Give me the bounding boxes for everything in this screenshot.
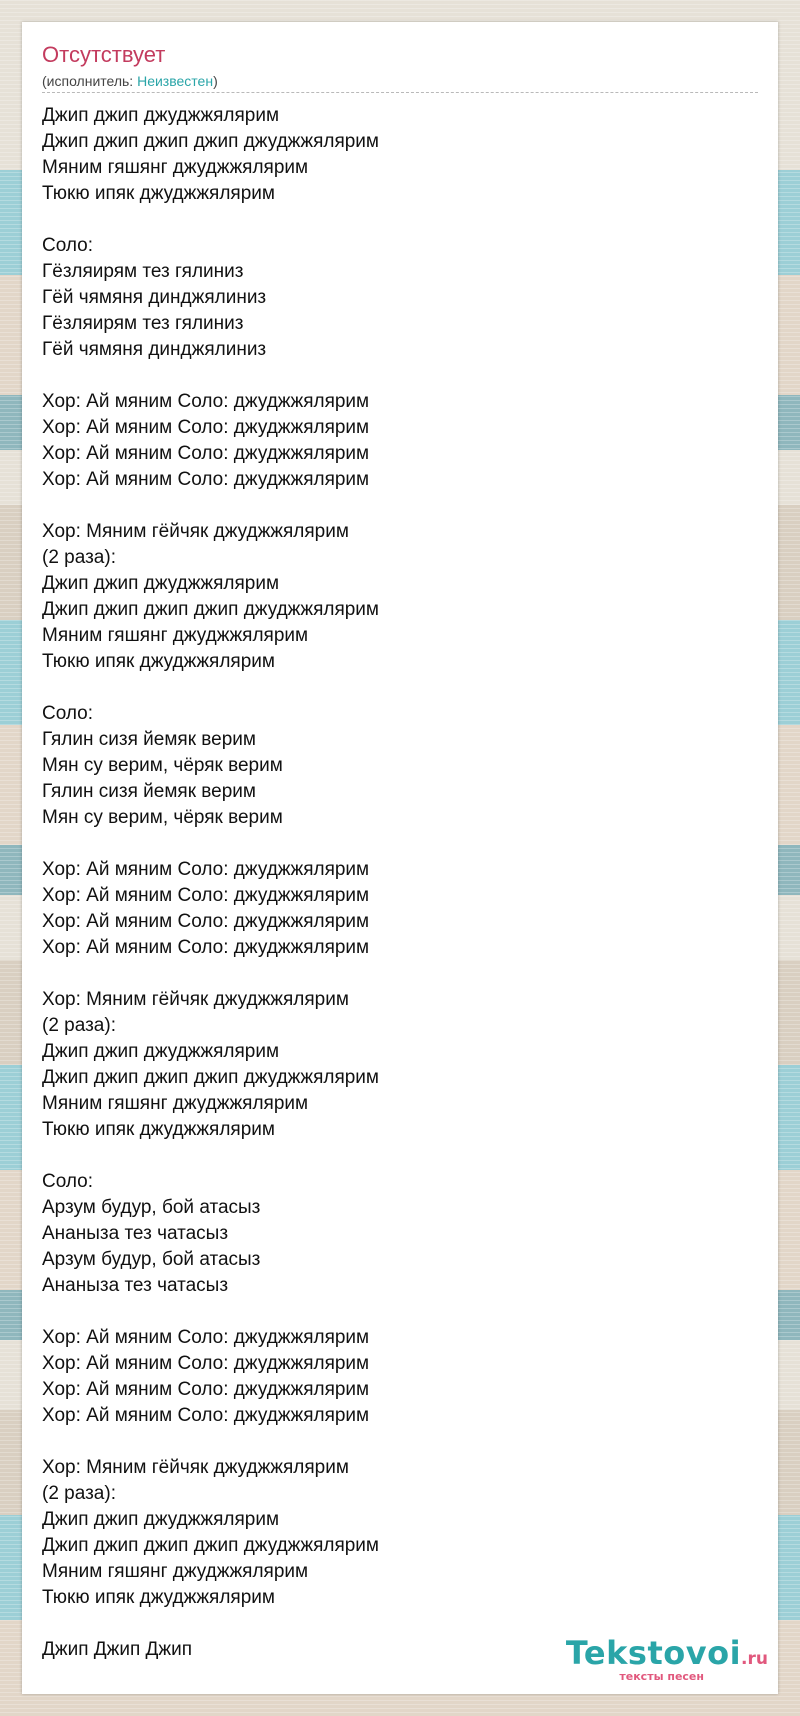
lyric-line: Гёзляирям тез гялиниз — [42, 313, 244, 334]
song-title: Отсутствует — [42, 42, 166, 67]
lyric-line: Хор: Мяним гёйчяк джуджжялярим — [42, 521, 349, 542]
lyric-line — [42, 1429, 379, 1455]
lyric-line: Джип Джип Джип — [42, 1639, 192, 1660]
lyric-line: Хор: Ай мяним Соло: джуджжялярим — [42, 469, 370, 490]
title-divider — [42, 92, 758, 93]
site-logo[interactable] — [565, 1634, 768, 1683]
logo-tagline: тексты песен — [619, 1670, 704, 1683]
artist-link[interactable]: Неизвестен — [137, 73, 214, 89]
lyric-line: Хор: Мяним гёйчяк джуджжялярим — [42, 989, 349, 1010]
lyric-line — [42, 363, 379, 389]
lyric-line: Джип джип джуджжялярим — [42, 1509, 280, 1530]
artist-prefix: (исполнитель: — [42, 73, 138, 89]
lyric-line: Тюкю ипяк джуджжялярим — [42, 1119, 275, 1140]
lyric-line: Тюкю ипяк джуджжялярим — [42, 1587, 275, 1608]
lyric-line: Арзум будур, бой атасыз — [42, 1197, 261, 1218]
lyric-line: Соло: — [42, 235, 94, 256]
lyric-line: Тюкю ипяк джуджжялярим — [42, 183, 275, 204]
lyrics-card — [22, 22, 778, 1694]
lyric-line: Хор: Ай мяним Соло: джуджжялярим — [42, 1327, 370, 1348]
lyric-line: Джип джип джуджжялярим — [42, 573, 280, 594]
lyric-line: Мян су верим, чёряк верим — [42, 807, 283, 828]
lyric-line: Хор: Ай мяним Соло: джуджжялярим — [42, 1353, 370, 1374]
lyric-line: Хор: Ай мяним Соло: джуджжялярим — [42, 937, 370, 958]
lyric-line: Ананыза тез чатасыз — [42, 1275, 229, 1296]
logo-main-text: Tekstovoi — [565, 1634, 742, 1672]
lyric-line: Гялин сизя йемяк верим — [42, 781, 256, 802]
logo-tld: .ru — [741, 1649, 768, 1669]
lyric-line: Мяним гяшянг джуджжялярим — [42, 157, 309, 178]
lyric-line: Хор: Ай мяним Соло: джуджжялярим — [42, 443, 370, 464]
lyric-line — [42, 961, 379, 987]
lyric-line: Тюкю ипяк джуджжялярим — [42, 651, 275, 672]
lyric-line — [42, 675, 379, 701]
lyric-line: Джип джип джуджжялярим — [42, 105, 280, 126]
lyric-line: Мяним гяшянг джуджжялярим — [42, 1561, 309, 1582]
lyric-line — [42, 207, 379, 233]
lyric-line: Хор: Ай мяним Соло: джуджжялярим — [42, 911, 370, 932]
lyric-line: Хор: Ай мяним Соло: джуджжялярим — [42, 885, 370, 906]
lyric-line — [42, 1143, 379, 1169]
lyric-line: Гёй чямяня динджялиниз — [42, 287, 267, 308]
lyric-line — [42, 831, 379, 857]
lyric-line — [42, 493, 379, 519]
lyric-line: Хор: Ай мяним Соло: джуджжялярим — [42, 1405, 370, 1426]
lyric-line — [42, 1299, 379, 1325]
lyric-line: Мян су верим, чёряк верим — [42, 755, 283, 776]
lyric-line: Джип джип джип джип джуджжялярим — [42, 1535, 379, 1556]
lyric-line: Хор: Ай мяним Соло: джуджжялярим — [42, 1379, 370, 1400]
lyric-line: Джип джип джип джип джуджжялярим — [42, 1067, 379, 1088]
lyric-line: Гёзляирям тез гялиниз — [42, 261, 244, 282]
lyric-line: Хор: Ай мяним Соло: джуджжялярим — [42, 391, 370, 412]
lyric-line: Джип джип джип джип джуджжялярим — [42, 131, 379, 152]
lyric-line: Ананыза тез чатасыз — [42, 1223, 229, 1244]
lyric-line: Хор: Ай мяним Соло: джуджжялярим — [42, 417, 370, 438]
lyric-line: Соло: — [42, 703, 94, 724]
lyric-line: Джип джип джип джип джуджжялярим — [42, 599, 379, 620]
lyric-line: Хор: Ай мяним Соло: джуджжялярим — [42, 859, 370, 880]
lyric-line — [42, 1611, 379, 1637]
lyric-line: Хор: Мяним гёйчяк джуджжялярим — [42, 1457, 349, 1478]
lyric-line: Соло: — [42, 1171, 94, 1192]
lyric-line: Мяним гяшянг джуджжялярим — [42, 625, 309, 646]
lyric-line: (2 раза): — [42, 1015, 116, 1036]
artist-line — [42, 73, 218, 89]
lyric-line: Мяним гяшянг джуджжялярим — [42, 1093, 309, 1114]
lyric-line: Гёй чямяня динджялиниз — [42, 339, 267, 360]
artist-suffix: ) — [213, 73, 218, 89]
lyric-line: (2 раза): — [42, 1483, 116, 1504]
lyric-line: (2 раза): — [42, 547, 116, 568]
lyric-line: Арзум будур, бой атасыз — [42, 1249, 261, 1270]
lyric-line: Джип джип джуджжялярим — [42, 1041, 280, 1062]
lyric-line: Гялин сизя йемяк верим — [42, 729, 256, 750]
lyrics-text — [42, 103, 379, 1663]
